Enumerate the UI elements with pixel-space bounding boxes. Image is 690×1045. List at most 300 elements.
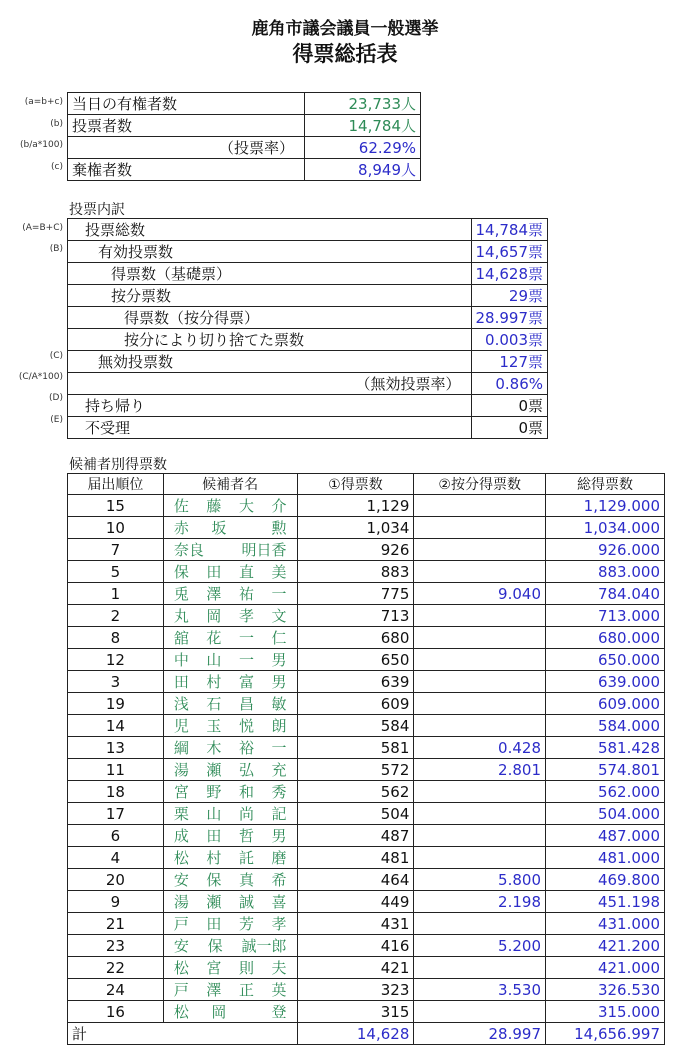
candidate-votes: 315 <box>297 1001 414 1023</box>
candidate-row <box>68 869 665 891</box>
candidate-name-chars <box>168 561 293 582</box>
candidate-row <box>68 693 665 715</box>
candidate-prorated <box>414 825 546 847</box>
summary-row <box>68 115 421 137</box>
candidate-order: 20 <box>68 869 164 891</box>
candidate-total: 650.000 <box>546 649 665 671</box>
candidate-name-part: 澤 <box>206 585 222 603</box>
breakdown-label: 投票総数 <box>68 219 472 241</box>
candidates-header-cell: ②按分得票数 <box>414 474 546 495</box>
candidate-name <box>163 957 297 979</box>
breakdown-label: 不受理 <box>68 417 472 439</box>
summary-label: 棄権者数 <box>68 159 305 181</box>
candidate-name-part: 田 <box>206 827 222 845</box>
breakdown-row <box>68 263 548 285</box>
candidate-row <box>68 979 665 1001</box>
candidate-name-part: 孝 <box>271 915 287 933</box>
candidate-name-part: 保 <box>206 871 222 889</box>
candidate-name-part: 文 <box>271 607 287 625</box>
breakdown-row <box>68 307 548 329</box>
summary-code: (a=b+c) <box>24 97 63 107</box>
candidate-name-part: 朗 <box>271 717 287 735</box>
candidate-name-part: 玉 <box>206 717 222 735</box>
candidate-name-part: 大 <box>238 497 254 515</box>
candidate-name-part: 磨 <box>271 849 287 867</box>
candidate-name-part: 一 <box>271 739 287 757</box>
breakdown-row <box>68 395 548 417</box>
breakdown-value: 0票 <box>471 395 548 417</box>
candidate-name-part: 丸 <box>173 607 189 625</box>
breakdown-row <box>68 329 548 351</box>
candidate-name-part: 湯 <box>173 761 189 779</box>
candidate-name-part: 成 <box>173 827 189 845</box>
candidate-order: 3 <box>68 671 164 693</box>
candidate-name-part: 一 <box>238 629 254 647</box>
candidate-row <box>68 627 665 649</box>
candidate-order: 23 <box>68 935 164 957</box>
candidate-name-chars <box>168 1001 293 1022</box>
candidate-name-part: 芳 <box>238 915 254 933</box>
candidate-order: 9 <box>68 891 164 913</box>
candidate-order: 21 <box>68 913 164 935</box>
breakdown-value: 28.997票 <box>471 307 548 329</box>
candidate-prorated <box>414 517 546 539</box>
candidate-order: 4 <box>68 847 164 869</box>
candidate-name <box>163 517 297 539</box>
totals-total: 14,656.997 <box>546 1023 665 1045</box>
breakdown-row <box>68 219 548 241</box>
candidate-name-part: 敏 <box>271 695 287 713</box>
candidate-name-part: 喜 <box>271 893 287 911</box>
candidate-name <box>163 935 297 957</box>
totals-row <box>68 1023 665 1045</box>
candidate-name-part: 村 <box>206 849 222 867</box>
candidate-order: 22 <box>68 957 164 979</box>
candidate-name-part: 正 <box>238 981 254 999</box>
breakdown-label: 按分により切り捨てた票数 <box>68 329 472 351</box>
candidates-header-cell: ①得票数 <box>297 474 414 495</box>
candidate-name-part: 松 <box>173 1003 189 1021</box>
candidate-name-part: 松 <box>173 959 189 977</box>
candidate-row <box>68 935 665 957</box>
candidate-name-chars <box>168 627 293 648</box>
candidate-name-part: 充 <box>271 761 287 779</box>
candidate-prorated <box>414 539 546 561</box>
candidate-total: 562.000 <box>546 781 665 803</box>
candidate-name <box>163 671 297 693</box>
breakdown-value: 14,657票 <box>471 241 548 263</box>
totals-label: 計 <box>68 1023 298 1045</box>
candidate-row <box>68 891 665 913</box>
candidates-table <box>67 473 665 1045</box>
candidate-name-part: 一 <box>271 585 287 603</box>
candidate-name-part: 村 <box>206 673 222 691</box>
candidate-name-part: 浅 <box>173 695 189 713</box>
candidate-name-part: 尚 <box>238 805 254 823</box>
breakdown-row <box>68 285 548 307</box>
candidate-name-part: 哲 <box>238 827 254 845</box>
candidate-name-chars <box>168 583 293 604</box>
candidate-name-chars <box>168 891 293 912</box>
candidates-header-cell: 候補者名 <box>163 474 297 495</box>
candidate-name-chars <box>168 649 293 670</box>
candidate-order: 13 <box>68 737 164 759</box>
candidate-name <box>163 803 297 825</box>
candidate-name-part: 舘 <box>173 629 189 647</box>
candidate-name <box>163 891 297 913</box>
candidate-votes: 449 <box>297 891 414 913</box>
totals-votes: 14,628 <box>297 1023 414 1045</box>
candidate-name-part: 瀬 <box>206 893 222 911</box>
candidate-name-part: 登 <box>271 1003 287 1021</box>
breakdown-table <box>67 218 548 439</box>
candidate-name <box>163 539 297 561</box>
candidate-row <box>68 781 665 803</box>
breakdown-label: 無効投票数 <box>68 351 472 373</box>
candidate-name-part: 児 <box>173 717 189 735</box>
candidate-votes: 481 <box>297 847 414 869</box>
candidate-votes: 504 <box>297 803 414 825</box>
candidate-name-part: 明日香 <box>241 541 287 559</box>
candidate-name-part: 則 <box>238 959 254 977</box>
candidate-name-chars <box>168 781 293 802</box>
candidate-row <box>68 847 665 869</box>
candidate-name <box>163 869 297 891</box>
breakdown-value: 0.86% <box>471 373 548 395</box>
candidate-name-chars <box>168 803 293 824</box>
candidate-name-part: 誠一郎 <box>241 937 287 955</box>
candidate-total: 713.000 <box>546 605 665 627</box>
candidate-name-part: 誠 <box>238 893 254 911</box>
candidate-name-part: 木 <box>206 739 222 757</box>
candidate-name-part: 美 <box>271 563 287 581</box>
candidate-name-part: 安 <box>173 871 189 889</box>
candidate-prorated <box>414 1001 546 1023</box>
candidate-name <box>163 693 297 715</box>
candidate-order: 19 <box>68 693 164 715</box>
summary-label: （投票率） <box>68 137 305 159</box>
candidate-prorated: 5.200 <box>414 935 546 957</box>
candidate-votes: 926 <box>297 539 414 561</box>
breakdown-label: 按分票数 <box>68 285 472 307</box>
candidate-prorated <box>414 495 546 517</box>
candidate-name-chars <box>168 693 293 714</box>
candidate-name-part: 英 <box>271 981 287 999</box>
candidate-name-part: 佐 <box>173 497 189 515</box>
candidate-name <box>163 583 297 605</box>
candidate-total: 581.428 <box>546 737 665 759</box>
candidate-total: 487.000 <box>546 825 665 847</box>
candidate-name-part: 真 <box>238 871 254 889</box>
candidate-name-part: 弘 <box>238 761 254 779</box>
totals-prorated: 28.997 <box>414 1023 546 1045</box>
candidate-name <box>163 715 297 737</box>
candidate-order: 6 <box>68 825 164 847</box>
candidate-name <box>163 825 297 847</box>
candidate-name-part: 野 <box>206 783 222 801</box>
candidate-name-part: 保 <box>207 937 223 955</box>
candidate-name-part: 和 <box>238 783 254 801</box>
candidate-prorated: 5.800 <box>414 869 546 891</box>
candidate-prorated <box>414 803 546 825</box>
candidate-total: 326.530 <box>546 979 665 1001</box>
candidate-total: 609.000 <box>546 693 665 715</box>
summary-code: (b/a*100) <box>20 140 63 150</box>
candidate-name-chars <box>168 539 293 560</box>
candidate-name-chars <box>168 913 293 934</box>
breakdown-value: 29票 <box>471 285 548 307</box>
candidate-total: 926.000 <box>546 539 665 561</box>
candidate-name-part: 富 <box>238 673 254 691</box>
candidate-name-part: 藤 <box>206 497 222 515</box>
candidate-name <box>163 913 297 935</box>
candidate-total: 574.801 <box>546 759 665 781</box>
candidate-row <box>68 605 665 627</box>
breakdown-label: 持ち帰り <box>68 395 472 417</box>
candidate-votes: 464 <box>297 869 414 891</box>
document-subtitle: 得票総括表 <box>292 42 398 66</box>
candidates-header-row <box>68 474 665 495</box>
candidate-order: 7 <box>68 539 164 561</box>
candidate-total: 784.040 <box>546 583 665 605</box>
candidate-name-part: 宮 <box>206 959 222 977</box>
candidate-votes: 713 <box>297 605 414 627</box>
breakdown-label: （無効投票率） <box>68 373 472 395</box>
candidate-name-chars <box>168 715 293 736</box>
candidate-name-part: 田 <box>206 915 222 933</box>
candidate-votes: 650 <box>297 649 414 671</box>
candidate-name-part: 戸 <box>173 981 189 999</box>
breakdown-title: 投票内訳 <box>69 202 125 218</box>
candidate-votes: 562 <box>297 781 414 803</box>
candidate-order: 16 <box>68 1001 164 1023</box>
candidate-votes: 883 <box>297 561 414 583</box>
candidate-name-part: 裕 <box>238 739 254 757</box>
candidate-total: 584.000 <box>546 715 665 737</box>
summary-value: 62.29% <box>305 137 421 159</box>
candidate-name-part: 託 <box>238 849 254 867</box>
candidate-name-part: 男 <box>271 673 287 691</box>
candidate-name-part: 昌 <box>238 695 254 713</box>
candidate-prorated <box>414 671 546 693</box>
candidate-name-part: 綱 <box>173 739 189 757</box>
candidate-total: 883.000 <box>546 561 665 583</box>
candidate-votes: 581 <box>297 737 414 759</box>
candidate-row <box>68 737 665 759</box>
candidate-name-part: 男 <box>271 827 287 845</box>
candidate-name-part: 直 <box>238 563 254 581</box>
candidate-name <box>163 759 297 781</box>
candidate-name-part: 悦 <box>238 717 254 735</box>
candidate-votes: 323 <box>297 979 414 1001</box>
candidate-name-part: 赤 <box>173 519 189 537</box>
candidate-name-part: 戸 <box>173 915 189 933</box>
candidate-total: 481.000 <box>546 847 665 869</box>
candidate-name-chars <box>168 957 293 978</box>
candidate-order: 10 <box>68 517 164 539</box>
candidate-total: 680.000 <box>546 627 665 649</box>
candidate-name-part: 花 <box>206 629 222 647</box>
candidate-name-part: 秀 <box>271 783 287 801</box>
candidate-name <box>163 847 297 869</box>
candidate-name-part: 男 <box>271 651 287 669</box>
candidate-name-chars <box>168 517 293 538</box>
candidate-prorated <box>414 781 546 803</box>
candidate-total: 451.198 <box>546 891 665 913</box>
candidate-row <box>68 825 665 847</box>
candidate-order: 2 <box>68 605 164 627</box>
candidate-prorated: 2.198 <box>414 891 546 913</box>
candidate-total: 315.000 <box>546 1001 665 1023</box>
candidate-total: 639.000 <box>546 671 665 693</box>
summary-code: (b) <box>50 118 63 129</box>
candidate-row <box>68 759 665 781</box>
candidate-row <box>68 539 665 561</box>
candidate-total: 504.000 <box>546 803 665 825</box>
candidate-prorated <box>414 561 546 583</box>
summary-label: 投票者数 <box>68 115 305 137</box>
candidate-prorated <box>414 847 546 869</box>
candidate-order: 18 <box>68 781 164 803</box>
candidate-name-part: 奈良 <box>173 541 204 559</box>
candidate-votes: 1,034 <box>297 517 414 539</box>
candidate-name <box>163 737 297 759</box>
summary-label: 当日の有権者数 <box>68 93 305 115</box>
candidate-name-chars <box>168 869 293 890</box>
candidate-total: 421.000 <box>546 957 665 979</box>
candidate-order: 1 <box>68 583 164 605</box>
candidate-name-chars <box>168 671 293 692</box>
candidate-total: 431.000 <box>546 913 665 935</box>
breakdown-label: 有効投票数 <box>68 241 472 263</box>
breakdown-code: (C/A*100) <box>18 372 63 383</box>
candidate-total: 469.800 <box>546 869 665 891</box>
candidate-name-part: 宮 <box>173 783 189 801</box>
breakdown-value: 14,784票 <box>471 219 548 241</box>
summary-row <box>68 159 421 181</box>
candidate-name <box>163 605 297 627</box>
candidate-name-part: 希 <box>271 871 287 889</box>
candidate-name-part: 坂 <box>211 519 227 537</box>
candidate-name-part: 祐 <box>238 585 254 603</box>
candidate-order: 17 <box>68 803 164 825</box>
candidate-name <box>163 627 297 649</box>
candidate-order: 11 <box>68 759 164 781</box>
breakdown-value: 0.003票 <box>471 329 548 351</box>
candidate-prorated: 0.428 <box>414 737 546 759</box>
candidate-prorated <box>414 627 546 649</box>
candidates-header-cell: 届出順位 <box>68 474 164 495</box>
candidate-name-part: 兎 <box>173 585 189 603</box>
breakdown-value: 0票 <box>471 417 548 439</box>
breakdown-value: 14,628票 <box>471 263 548 285</box>
candidate-name-part: 保 <box>173 563 189 581</box>
candidate-name-part: 松 <box>173 849 189 867</box>
candidate-votes: 609 <box>297 693 414 715</box>
candidate-row <box>68 583 665 605</box>
candidate-name-part: 山 <box>206 805 222 823</box>
candidate-name-part: 孝 <box>238 607 254 625</box>
candidate-prorated <box>414 693 546 715</box>
candidate-row <box>68 561 665 583</box>
candidate-name-chars <box>168 825 293 846</box>
candidate-votes: 1,129 <box>297 495 414 517</box>
candidate-name-part: 田 <box>206 563 222 581</box>
candidate-row <box>68 649 665 671</box>
candidate-votes: 416 <box>297 935 414 957</box>
candidate-votes: 421 <box>297 957 414 979</box>
candidate-row <box>68 803 665 825</box>
candidate-name-part: 山 <box>206 651 222 669</box>
candidate-name-part: 田 <box>173 673 189 691</box>
candidate-name <box>163 561 297 583</box>
candidate-name-part: 勲 <box>271 519 287 537</box>
candidate-name <box>163 1001 297 1023</box>
candidate-row <box>68 957 665 979</box>
breakdown-code: (A=B+C) <box>22 223 63 233</box>
candidate-prorated <box>414 913 546 935</box>
candidate-name <box>163 781 297 803</box>
candidate-votes: 639 <box>297 671 414 693</box>
summary-row <box>68 93 421 115</box>
candidate-name-chars <box>168 737 293 758</box>
candidate-votes: 680 <box>297 627 414 649</box>
candidate-votes: 584 <box>297 715 414 737</box>
summary-row <box>68 137 421 159</box>
candidate-name <box>163 495 297 517</box>
candidate-name-part: 石 <box>206 695 222 713</box>
candidate-row <box>68 1001 665 1023</box>
candidates-header-cell: 総得票数 <box>546 474 665 495</box>
summary-value: 8,949人 <box>305 159 421 181</box>
candidate-name <box>163 649 297 671</box>
candidate-prorated: 3.530 <box>414 979 546 1001</box>
breakdown-row <box>68 417 548 439</box>
candidate-name-chars <box>168 605 293 626</box>
candidate-order: 24 <box>68 979 164 1001</box>
breakdown-code: (D) <box>49 393 63 404</box>
candidate-name-part: 中 <box>173 651 189 669</box>
candidate-name-chars <box>168 759 293 780</box>
candidate-prorated <box>414 649 546 671</box>
candidate-order: 12 <box>68 649 164 671</box>
candidate-name-chars <box>168 979 293 1000</box>
candidate-name-part: 栗 <box>173 805 189 823</box>
candidate-order: 14 <box>68 715 164 737</box>
candidate-name-part: 仁 <box>271 629 287 647</box>
candidate-row <box>68 517 665 539</box>
summary-table <box>67 92 421 181</box>
candidate-name-part: 一 <box>238 651 254 669</box>
breakdown-code: (C) <box>49 350 63 361</box>
candidate-total: 421.200 <box>546 935 665 957</box>
candidate-total: 1,034.000 <box>546 517 665 539</box>
candidate-prorated: 2.801 <box>414 759 546 781</box>
candidate-order: 8 <box>68 627 164 649</box>
candidate-name-chars <box>168 935 293 956</box>
breakdown-code: (E) <box>50 414 63 425</box>
candidate-votes: 775 <box>297 583 414 605</box>
candidate-name-part: 記 <box>271 805 287 823</box>
candidate-row <box>68 671 665 693</box>
breakdown-label: 得票数（基礎票） <box>68 263 472 285</box>
breakdown-row <box>68 241 548 263</box>
candidate-name-part: 岡 <box>211 1003 227 1021</box>
candidate-prorated <box>414 605 546 627</box>
candidate-total: 1,129.000 <box>546 495 665 517</box>
candidate-votes: 487 <box>297 825 414 847</box>
breakdown-row <box>68 373 548 395</box>
